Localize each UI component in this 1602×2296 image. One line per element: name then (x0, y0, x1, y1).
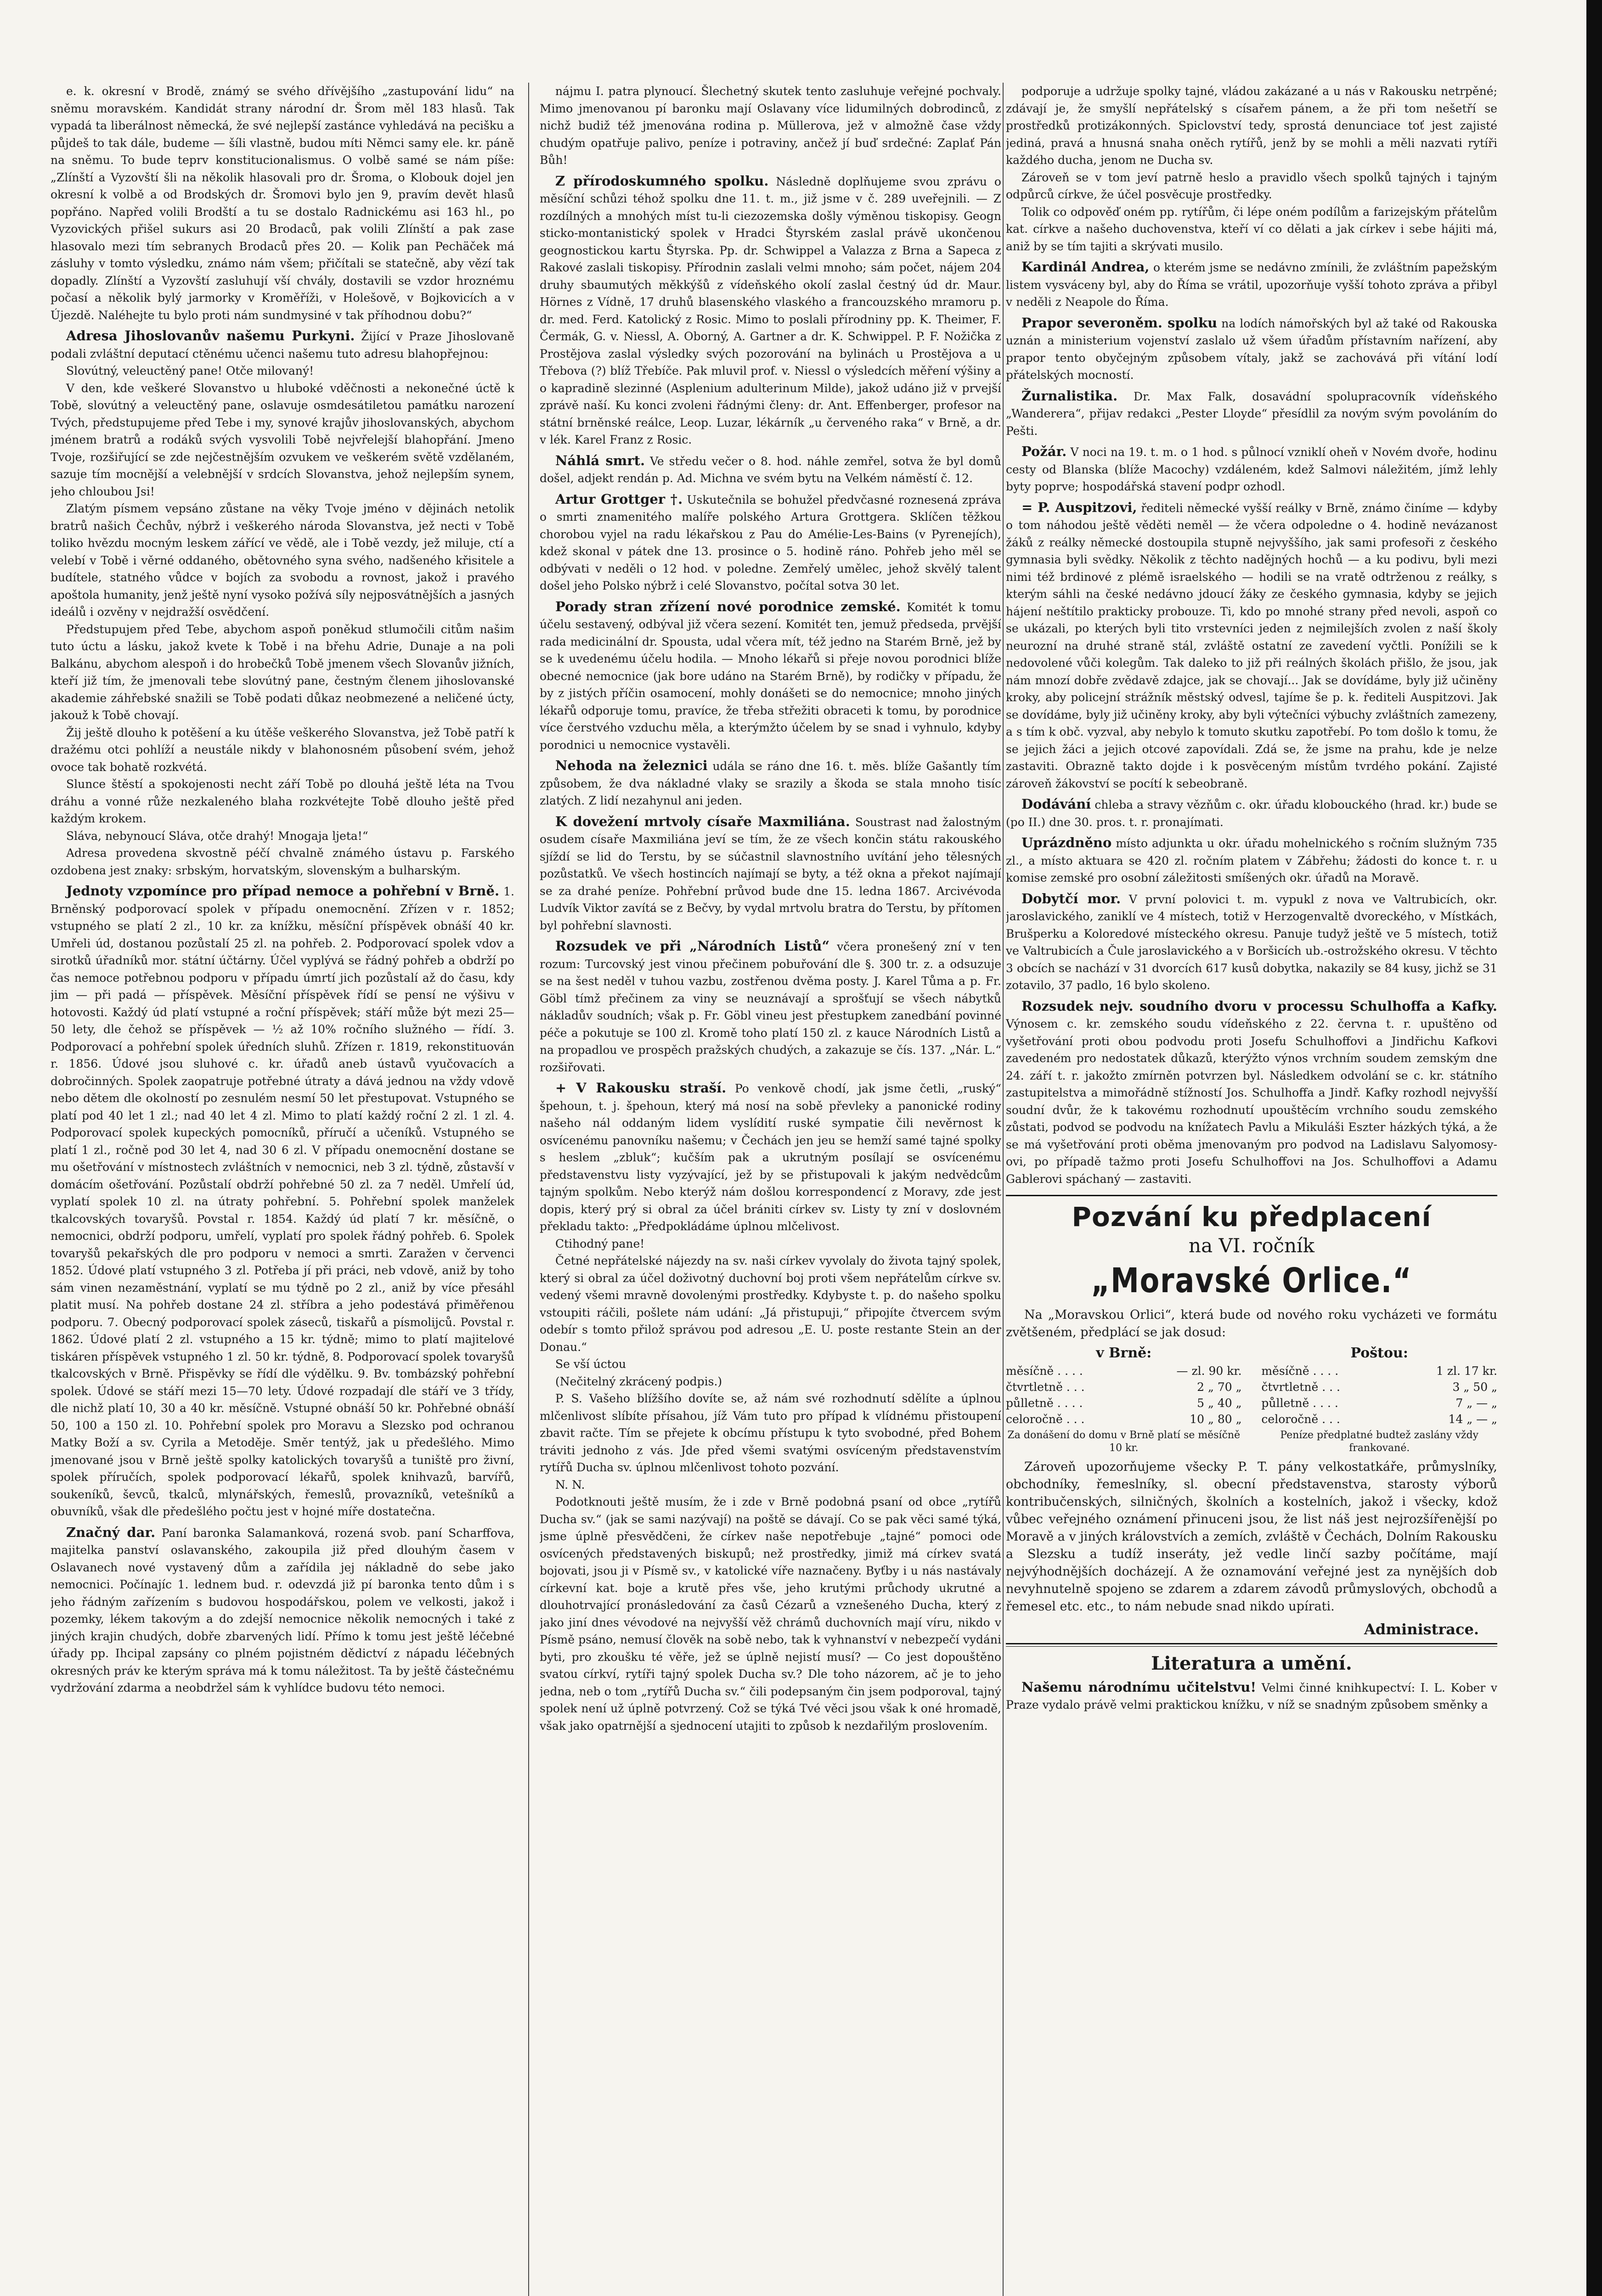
article-text: Následně doplňujeme svou zprávu o měsíční schůzi téhož spolku dne 11. t. m., již jsme v č. 289 uveřejnili. — Z rozdílných a mnohých míst tu-li ciezozemska došly výměnou tiskopisy. Geogn sticko-montanistický spolek v Hradci Štyrském zaslal právě ukončenou geognostickou kartu Štyrska. Pp. dr. Schwippel a Valazza z Brna a Sapeca z Rakové zaslali tiskopisy. Přírodnin zaslali velmi mnoho; sám počet, nájem 204 druhy sbaumutých měkkýšů z vídeňského okolí zaslal čestný úd dr. Maur. Hörnes z Vídně, 17 druhů blasenského vlaského a francouzského mramoru p. dr. med. Ferd. Katolický z Rosic. Mimo to poslali přírodniny pp. K. Theimer, F. Čermák, G. v. Niessl, A. Oborný, A. Gartner a dr. K. Schwippel. P. F. Nožička z Prostějova zaslal výsledky svých pozorování na bylinách u Prostějova a u Třebova (?) blíž Třebíče. Pak mluvil prof. v. Niessl o výsledcích měření výšiny a o kapradině slezinné (Asplenium adulterinum Milde), jakož udáno již v prvejší zprávě naší. Ku konci zvoleni řádnými členy: dr. Ant. Effenberger, profesor na státní brněnské reálce, Leop. Luzar, lékárník „u červeného raka“ v Brně, a dr. v lék. Karel Franz z Rosic. (540, 174, 1001, 446)
article-paragraph (1006, 834, 1497, 887)
article-text: Výnosem c. kr. zemského soudu vídeňského z 22. června t. r. upuštěno od vyšetřování proti obou podvodu proti Josefu Schulhoffovi a Jindřichu Kafkovi zavedeném pro nedostatek důkazů, kterýžto výnos vrchním soudem zemským dne 24. září t. r. jakožto zmírněn potvrzen byl. Následkem odvolání se c. kr. státního zastupitelstva a mimořádně stížností Jos. Schulhoffa a Jindř. Kafky rozhodl nejvyšší soudní dvůr, že k takovému rozhodnutí upouštěcím vrchního soudu zemského zůstati, podvod se podvodu na knížatech Pavlu a Mikuláši Eszter házkých týká, a že se má vyšetřování proti oběma jmenovaným pro podvod na Ladislavu Salyomosy-ovi, po případě tažmo proti Josefu Schulhoffovi na Jos. Schulhoffovi a Adamu Gablerovi spáchaný — zastaviti. (1006, 1017, 1497, 1186)
column-3 (1006, 83, 1497, 2296)
article-paragraph (1006, 499, 1497, 793)
article-heading: Značný dar. (66, 1524, 156, 1540)
price-row (1261, 1363, 1497, 1379)
article-text: e. k. okresní v Brodě, známý se svého dřívějšího „zastupování lidu“ na sněmu moravském. Kandidát strany národní dr. Šrom měl 183 hlasů. Tak vypadá ta liberálnost německá, že své nejlepší zastánce vyhledává na pecišku a půjdeš to tak dále, budeme — šíli vlastně, budou míti Němci samy ele. kr. páně na sněmu. To bude teprv konstitucionalismus. O volbě samé se nám píše: „Zlínští a Vyzovští šli na několik hlasovali pro dr. Šroma, o Klobouk dojel jen okresní k volbě a od Brodských dr. Šromovi bylo jen 9, pravím devět hlasů popřáno. Napřed volili Brodští a tu se dostalo Radnickému asi 163 hl., po Vyzovických přišel sukurs asi 20 Brodaců, pak volili Zlínští a pak zase hlasovalo mezi tím sebranych Brodaců přes 20. — Kolik pan Pechäček má zásluhy v tomto výsledku, známo nám všem; přičítali se statečně, aby vězí tak dopadly. Zlínští a Vyzovští zasluhují vší chvály, dostavili se vzdor hroznému počasí a několik bylý jarmorky v Kroměříži, v Holešově, v Bojkovicích a v Újezdě. Naléhejte tu bylo proti nám sundmysiné v tak příhodnou dobu?“ (51, 84, 514, 322)
article-text: nájmu I. patra plynoucí. Šlechetný skutek tento zasluhuje veřejné pochvaly. Mimo jmenovanou pí baronku mají Oslavany více lidumilných dobrodinců, z nichž budiž též jmenována rodina p. Müllerova, jež v almožně čase vždy chudým opatřuje palivo, peníze i potraviny, ančež jí buď srdečné: Zaplať Pán Bůh! (540, 84, 1001, 167)
column-3-articles (1006, 83, 1497, 1187)
article-text: Adresa provedena skvostně péčí chvalně známého ústavu p. Farského ozdobena jest znaky: srbským, horvatským, slovenským a bulharským. (51, 846, 514, 877)
article-paragraph (1006, 203, 1497, 255)
article-heading: Nehoda na železnici (555, 758, 708, 773)
article-heading: Rozsudek nejv. soudního dvoru v processu Schulhoffa a Kafky. (1021, 998, 1497, 1014)
price-value: 1 zl. 17 kr. (1436, 1364, 1497, 1378)
price-value: 10 „ 80 „ (1190, 1412, 1242, 1426)
article-text: (Nečitelný zkrácený podpis.) (555, 1374, 722, 1388)
column-2 (540, 83, 1001, 2296)
article-paragraph (51, 844, 514, 879)
price-post-rows (1261, 1363, 1497, 1427)
article-text: Četné nepřátelské nájezdy na sv. naši církev vyvolaly do života tajný spolek, který si obral za účel doživotný duchovní boj proti všem nepřátelům církve sv. vedený všemi mravně dovolenými prostředky. Kdybyste t. p. do našeho spolku vstoupiti ráčili, pošlete nám udání: „Já přistupuji,“ připojíte čtvercem svým odebír s tomto přilož správou pod adresou „E. U. poste restante Stein an der Donau.“ (540, 1254, 1001, 1354)
article (51, 83, 514, 324)
price-value: 14 „ — „ (1448, 1412, 1497, 1426)
article (1006, 796, 1497, 831)
article-paragraph (51, 327, 514, 362)
article (540, 1080, 1001, 1734)
article (540, 83, 1001, 169)
price-value: — zl. 90 kr. (1176, 1364, 1242, 1378)
subscription-notice (1006, 1201, 1497, 1638)
article-text: podporuje a udržuje spolky tajné, vládou zakázané a u nás v Rakousku netrpěné; zdávají je, že smyšlí nepřátelský s císařem pánem, a že při tom nešetří se prostředků protizákonných. Spiclovství tedy, sprostá denunciace toť jest zajisté jediná, pravá a hnusná snaha oněch rytířů, jenž by se mohli a měli nazvati rytíři každého ducha, jenom ne Ducha sv. (1006, 84, 1497, 167)
article-text: V den, kde veškeré Slovanstvo u hluboké vděčnosti a nekonečné úctě k Tobě, slovútný a veleuctěný pane, oslavuje osmdesátiletou památku narození Tvých, předstupujeme před Tebe i my, synové krajův jihoslovanských, abychom jménem bratrů a rodáků svých vysvolili Tobě nejvřelejší blahopřání. Jmeno Tvoje, rozšiřující se zde nejčestnějším ozvukem ve veškerém světě vzdělaném, sazuje tím mocnější a velebnější v srdcích Slovanstva, jehož nejlepším synem, jeho chloubou Jsi! (51, 381, 514, 498)
article-text: Paní baronka Salamanková, rozená svob. paní Scharffova, majitelka panství oslavanského, zakoupila již před dlouhým časem v Oslavanech nové vystavený dům a zařídila jej nákladně do sebe jako nemocnici. Počínajíc 1. lednem bud. r. odevzdá již pí baronka tento dům i s jeho řádným zařízením s budovou hospodářskou, polem ve velkosti, jakož i pozemky, lékem takovým a do zdejší nemocnice několik nemocných i také z jiných krajin chudých, dobře zbarvených lidí. Přímo k tomu jest ještě léčebné úřady pp. Ihcipal zapsány co plném pojistném dědictví z nápadu léčebných okresných práv ke kterým správa má k tomu náležitost. Ta by ještě částečnému vydržování zdarma a neobdržel sám k vyhlídce budovu této nemoci. (51, 1526, 514, 1694)
article-text: Žijící v Praze Jihoslovaně podali zvláštní deputací ctěnému učenci našemu tuto adresu blahopřejnou: (51, 330, 514, 360)
article-text: Po venkově chodí, jak jsme četli, „ruský“ špehoun, t. j. špehoun, který má nosí na sobě převleky a panonické rodiny našeho nál oddaným lidem vyslídití ruské sympatie čili nevěrnost k osvícenému panovníku našemu; v Čechách jen jeu se hemží samé tajné spolky s heslem „zbluk“; kučším pak a ukrutným posílají se osvícenému představenstvu listy vyzývající, jež by se přistupovali k jakým nedvědcům tajným spolkům. Nebo kterýž nám došlou korrespondencí z Moravy, zde jest dopis, který prý si obral za účel brániti církev sv. Listy ty zní v doslovném překladu takto: „Předpokládáme úplnou mlčelivost. (540, 1082, 1001, 1233)
price-row (1006, 1363, 1242, 1379)
article-text: Komitét k tomu účelu sestavený, odbýval již včera sezení. Komitét ten, jemuž předseda, prvější rada medicinální dr. Spousta, udal včera mít, též jedno na Starém Brně, jež by se k uvedenému účelu hodila. — Mnoho lékařů si přeje novou porodnici blíže obecné nemocnice (jak bore udáno na Starém Brně), by rodičky v případu, že by z jistých příčin osamocení, mohly donášeti se do nemocnice; mnoho jiných lékařů odporuje tomu, pravíce, že třeba střežiti obraceti k tomu, by porodnice více čerstvého vzduchu měla, a kterýmžto účelem by se snad i vyhnulo, kdyby porodnici u nemocnice vystavěli. (540, 600, 1001, 752)
article-text: Slovútný, veleuctěný pane! Otče milovaný! (66, 364, 314, 377)
article (540, 491, 1001, 595)
article-text: Ctihodný pane! (555, 1237, 645, 1250)
article-text: Se vší úctou (555, 1357, 626, 1371)
price-table (1006, 1345, 1497, 1455)
price-local-note: Za donášení do domu v Brně platí se měsíčně 10 kr. (1007, 1429, 1241, 1454)
article-text: Slunce štěstí a spokojenosti necht září Tobě po dlouhá ještě léta na Tvou dráhu a vonné růže nezkaleného blaha rozkvétejte Tobě dlouho ještě před každým krokem. (51, 777, 514, 825)
article-text: V noci na 19. t. m. o 1 hod. s půlnocí vzniklí oheň v Novém dvoře, hodinu cesty od Blanska (blíže Macochy) vzdáleném, kdež Salmovi náležitém, jímž lehly byty poprve; hospodářská stavení podpr ozhodl. (1006, 445, 1497, 493)
article-text: P. S. Vašeho blížšího dovíte se, až nám své rozhodnutí sdělíte a úplnou mlčenlivost slíbíte přísahou, jíž Vám tuto pro případ k vlídnému přistoupení zbavit račte. Tím se přejete k obcímu přístupu k tyto svobodné, před Bohem tráviti jednoho z vás. Jde před všemi svatými osvíceným představenstvím rytířů Ducha sv. úplnou mlčenlivost tohoto pozvání. (540, 1392, 1001, 1474)
article-paragraph (540, 1476, 1001, 1494)
price-value: 3 „ 50 „ (1452, 1380, 1497, 1394)
article-paragraph (540, 1356, 1001, 1373)
article-paragraph (540, 173, 1001, 449)
section-rule (1006, 1643, 1497, 1647)
article-paragraph (51, 776, 514, 827)
literature-article (1006, 1679, 1497, 1714)
article-text: N. N. (555, 1478, 585, 1491)
article-paragraph (540, 1080, 1001, 1235)
article-paragraph (51, 827, 514, 845)
article (540, 173, 1001, 449)
price-label: měsíčně . . . . (1261, 1364, 1339, 1378)
article-paragraph (540, 1493, 1001, 1734)
article-text: 1. Brněnský podporovací spolek v případu onemocnění. Zřízen v r. 1852; vstupného se platí 2 zl., 10 kr. za knížku, měsíční příspěvek obnáší 40 kr. Umřeli úd, dostanou pozůstalí 25 zl. na pohřeb. 2. Podporovací spolek vdov a sirotků úřadníků mor. státní účtárny. Účel vyplývá se řádný pohřeb a obdrží po čas nemoce potřebnou podporu v případu úmrtí jich pozůstalí až do času, kdy jim — při padá — příspěvek. Měsíční příspěvek řídí se pensí ne výšivu v hotovosti. Každý úd platí vstupné a roční příspěvek; stáří může být mezi 25—50 lety, dle čehož se příspěvek — ½ až 10% ročního služného — řídí. 3. Podporovací a pohřební spolek úředních sluhů. Zřízen r. 1819, rekonstituován r. 1856. Údové jsou sluhové c. kr. úřadů aneb ústavů vyučovacích a dobročinných. Spolek zaopatruje potřebné útraty a dává jednou na vždy vdově nebo dětem dle okolností po zesnulém nesmí 50 let přestupovat. Vstupného se platí pod 40 let 1 zl.; nad 40 let 4 zl. Mimo to platí každý roční 2 zl. 1 zl. 4. Podporovací spolek kupeckých pomocníků, příručí a učeníků. Vstupného se platí 1 zl., ročně pod 30 let 4, nad 30 6 zl. V případu onemocnění dostane se mu ošetřování v místnostech zvláštních v nemocnici, neb 3 zl. týdně, zůstavší v domácím ošetřování. Pozůstalí obdrží pohřebné 50 zl. za 7 neděl. Umřelí úd, vyplatí spolek 10 zl. na útraty pohřební. 5. Pohřební spolek manželek tkalcovských tovaryšů. Povstal r. 1854. Každý úd platí 7 kr. měsíčně, o nemocnici, obdrží podporu, umřelí, vyplatí pro spolek řádný pohřeb. 6. Spolek tovaryšů pekařských dle pro podporu v nemoci a smrti. Zaražen v červenci 1852. Údové platí vstupného 3 zl. Potřeba jí při práci, neb vdově, aniž by toho sám vinen nezaměstnání, vyplatí se mu týdně po 2 zl., aniž by více přesáhl platit musí. Na pohřeb dostane 24 zl. stříbra a jeho podestává přiměřenou podporu. 7. Obecný podporovací spolek záseců, tiskařů a písmolijců. Povstal r. 1862. Údové platí 2 zl. vstupného a 15 kr. týdně; mimo to platí majitelové tiskáren příspěvek vstupného 1 zl. 50 kr. týdně, 8. Podporovací spolek tovaryšů tkalcovských v Brně. Přispěvky se řídí dle výdělku. 9. Bv. tombázský pohřební spolek. Údové se stáří mezi 15—70 lety. Údové rozpadají dle stáří ve 3 třídy, dle nichž platí 10, 30 a 40 kr. měsíčně. Vstupné obnáší 50 kr. Pohřebné obnáší 50, 100 a 150 zl. 10. Pohřební spolek pro Moravu a Slezsko pod ochranou Matky Boží a sv. Cyrila a Metoděje. Směr tentýž, jak u předešlého. Mimo jmenované jsou v Brně ještě spolky katolických tovaryšů a tuniště pro živní, spolek příručích, spolek podporovací lékařů, spolek knihvazů, barvířů, soukeníků, ševců, tkalců, mlynářských, řemeslů, provazníků, vetešníků a obuvníků, však dle předešlého počtu jest v hojné míře dostatečna. (51, 885, 514, 1518)
article-heading: Porady stran zřízení nové porodnice zemské. (555, 598, 901, 614)
article-heading: Jednoty vzpomínce pro případ nemoce a pohřební v Brně. (66, 883, 500, 899)
newspaper-name: „Moravské Orlice.“ (1091, 1261, 1412, 1300)
price-value: 2 „ 70 „ (1197, 1380, 1242, 1394)
article-paragraph (1006, 259, 1497, 311)
subscription-intro: Na „Moravskou Orlici“, která bude od nového roku vycházeti ve formátu zvětšeném, předplácí se jak dosud: (1006, 1308, 1497, 1339)
article-paragraph (1006, 998, 1497, 1188)
article (540, 757, 1001, 810)
article-text: Předstupujem před Tebe, abychom aspoň poněkud stlumočili citům našim tuto úctu a lásku, jakož kvete k Tobě i na břehu Adrie, Dunaje a na poli Balkánu, abychom alespoň i do hrobečků Tobě jmenem všech Slovanův jižních, kteří již tím, že jmenovali tebe slovútný pane, čestným členem jihoslovanské akademie záhřebské snažili se Tobě podati důkaz neobmezené a neličené úcty, jakouž k Tobě chovají. (51, 622, 514, 722)
article-paragraph (540, 491, 1001, 595)
article-paragraph (51, 883, 514, 1520)
article (540, 598, 1001, 754)
article-heading: Náhlá smrt. (555, 452, 645, 468)
price-value: 5 „ 40 „ (1197, 1396, 1242, 1410)
article-paragraph (540, 813, 1001, 934)
column-1 (51, 83, 514, 2296)
article-paragraph (540, 1235, 1001, 1253)
article-heading: Artur Grottger †. (555, 491, 683, 507)
article-heading: = P. Auspitzovi, (1021, 499, 1137, 515)
price-local-rows (1006, 1363, 1242, 1427)
price-post-heading: Poštou: (1350, 1345, 1408, 1361)
article (1006, 890, 1497, 994)
article-text: o kterém jsme se nedávno zmínili, že zvláštním papežským listem vysváceny byl, aby do Říma se vrátil, upozorňuje vyšší tohoto zpráva a přibyl v neděli z Neapole do Říma. (1006, 261, 1497, 309)
article (51, 883, 514, 1520)
article-text: Tolik co odpověď oném pp. rytířům, či lépe oném podílům a farizejským přátelům kat. církve a našeho duchovenstva, kteří ví co dělati a jak církev i sebe hájiti má, aniž by se tím tajiti a skrývati musilo. (1006, 205, 1497, 253)
price-local (1006, 1345, 1242, 1455)
article-heading: K dovežení mrtvoly císaře Maxmiliána. (555, 813, 850, 829)
article-text: na lodích námořských byl až také od Rakouska uznán a ministerium vojenství zaslalo už všem úřadům přístavním nařízení, aby prapor tento obyčejným způsobem vítaly, jakž se zachovává při vítání lodí přátelských mocností. (1006, 316, 1497, 382)
article-text: Ve středu večer o 8. hod. náhle zemřel, sotva že byl domů došel, adjekt rendán p. Ad. Michna ve svém bytu na Velkém náměstí č. 12. (540, 454, 1001, 485)
article-heading: + V Rakousku straší. (555, 1080, 727, 1096)
price-label: celoročně . . . (1006, 1412, 1085, 1426)
article (1006, 499, 1497, 793)
subscription-title: Pozvání ku předplacení (1072, 1201, 1432, 1232)
article-paragraph (540, 1390, 1001, 1476)
price-label: čtvrtletně . . . (1261, 1380, 1340, 1394)
article-heading: Rozsudek ve při „Národních Listů“ (555, 938, 830, 954)
article (540, 938, 1001, 1076)
article-paragraph (51, 380, 514, 501)
article (1006, 315, 1497, 384)
article-paragraph (1006, 315, 1497, 384)
article-paragraph (1006, 169, 1497, 203)
article-heading: Prapor severoněm. spolku (1021, 315, 1218, 331)
article (1006, 998, 1497, 1188)
article-paragraph (51, 83, 514, 324)
price-label: čtvrtletně . . . (1006, 1380, 1085, 1394)
price-row (1261, 1395, 1497, 1411)
section-rule (1006, 1195, 1497, 1196)
article-text: řediteli německé vyšší reálky v Brně, známo činíme — kdyby o tom náhodou ještě věděti neměl — že včera odpoledne o 4. hodině nevázanost žáků z reálky německé dostoupila stupně nejvyššího, jak sami profesoři z českého gymnasia byli svědky. Několik z těchto nadějných hochů — a ku podivu, byli mezi nimi též brdinové z plémě israelského — hodili se na vratě odtrženou z reálky, s kterým sáhli na české nedávno jdoucí žáky ze českého gymnasia, kdyby se jejich hájení neštítilo prakticky probouze. Ti, kdo po mnohé strany před nevoli, aspoň co se ukázali, po kterých byli tito vrstevníci jeden z nejmilejších zvolen z naší školy neurozní na druhé straně stál, zvláště ostatní ze zavedení vyčtli. Ponížili se k nedovolené vůči kolegům. Tak daleko to již při reálných školách přišlo, že jsou, jak nám mnozí dobře zvědavě zdajce, jak se chovají... Jak se dovídáme, byly již učiněny kroky, aby policejní strážník městský odvesl, tajíme še p. k. řediteli Auspitzovi. Jak se dovídáme, byly již učiněny kroky, aby byli výtečníci výbuchy zvláštních zamezeny, a s tím k obč. vyzval, aby nebylo k tomuto skutku zapotřebí. Po tom došlo k tomu, že se jejich žáci a jejich otcové zapovídali. Zdá se, že jsme na prahu, kde je nelze zastaviti. Obrazně takto dojde i k posvěceným místům tvrdého pokání. Zajisté zároveň žákovství se pocítí k sebeobraně. (1006, 501, 1497, 790)
article-paragraph (540, 757, 1001, 810)
article-heading: Dodávání (1021, 796, 1091, 812)
price-label: měsíčně . . . . (1006, 1364, 1083, 1378)
article-paragraph (540, 1252, 1001, 1356)
literature-lead: Našemu národnímu učitelstvu! (1021, 1679, 1257, 1695)
article-text: Soustrast nad žalostným osudem císaře Maxmiliána jeví se tím, že ze všech končin státu rakouského sjíždí se lid do Terstu, by se súčastnil slavnostního uvítání jeho tělesných pozůstatků. Ve všech hostincích najímají se byty, a též okna a překot najímají se za drahé peníze. Pohřební průvod bude dne 15. ledna 1867. Arcivévoda Ludvík Viktor zavítá se z Bečvy, by vydal mrtvolu bratra do Terstu, by přítomen byl pohřební slavnosti. (540, 815, 1001, 932)
article (51, 1524, 514, 1697)
article-heading: Uprázdněno (1021, 835, 1112, 850)
article-paragraph (1006, 443, 1497, 495)
administration-signature: Administrace. (1364, 1621, 1479, 1638)
article-paragraph (1006, 796, 1497, 831)
price-post (1261, 1345, 1497, 1455)
price-row (1261, 1379, 1497, 1395)
article-paragraph (540, 938, 1001, 1076)
article-heading: Dobytčí mor. (1021, 890, 1121, 906)
price-label: celoročně . . . (1261, 1412, 1340, 1426)
article-text: místo adjunkta u okr. úřadu mohelnického s ročním služným 735 zl., a místo aktuara se 420 zl. ročním platem v Zábřehu; žádosti do konce t. r. u komise zemské pro osobní záležitosti smíšených okr. úřadů na Moravě. (1006, 837, 1497, 884)
article-text: V první polovici t. m. vypukl z nova ve Valtrubicích, okr. jaroslavického, zaniklí ve 4 místech, totiž v Herzogenvaltě dvoreckého, v Místkách, Brušperku a Koloredové místeckého okresu. Panuje tudyž ještě ve 5 místech, totiž ve Valtrubicích a Čule jaroslavického a v Boršicích ub.-ostrožského okresu. V těchto 3 obcích se nachází v 31 dvorcích 617 kusů dobytka, nakazily se 84 kusy, jichž se 31 zotavilo, 37 padlo, 16 bylo skoleno. (1006, 892, 1497, 992)
article-paragraph (1006, 890, 1497, 994)
price-label: půlletně . . . . (1261, 1396, 1338, 1410)
price-row (1006, 1379, 1242, 1395)
literature-text: Velmi činné knihkupectví: I. L. Kober v Praze vydalo právě velmi praktickou knížku, v níž se snadným způsobem směnky a (1006, 1681, 1497, 1711)
column-divider (1003, 83, 1004, 2296)
article (1006, 83, 1497, 255)
price-post-note: Peníze předplatné budtež zaslány vždy frankované. (1280, 1429, 1479, 1454)
article-text: Zároveň se v tom jeví patrně heslo a pravidlo všech spolků tajných i tajným odpůrců církve, že účel posvěcuje prostředky. (1006, 170, 1497, 201)
article-text: Dr. Max Falk, dosavádní spolupracovník vídeňského „Wanderera“, přijav redakci „Pester Lloyde“ přesídlil za novým svým povoláním do Pešti. (1006, 389, 1497, 438)
price-value: 7 „ — „ (1455, 1396, 1497, 1410)
article (1006, 834, 1497, 887)
article (540, 813, 1001, 934)
article (1006, 443, 1497, 495)
article-paragraph (1006, 388, 1497, 440)
article-paragraph (540, 83, 1001, 169)
article-text: Sláva, nebynoucí Sláva, otče drahý! Mnogaja ljeta!“ (66, 829, 368, 843)
article (51, 327, 514, 879)
price-local-heading: v Brně: (1096, 1345, 1152, 1361)
article (1006, 388, 1497, 440)
article-heading: Žurnalistika. (1021, 388, 1118, 404)
article-text: Podotknouti ještě musím, že i zde v Brně podobná psaní od obce „rytířů Ducha sv.“ (jak se sami nazývají) na poště se dávají. Co se pak věci samé týká, jsme úplně přesvědčeni, že církev naše nepotřebuje „tajné“ pomoci ode osvícených představených biskupů; než prostředky, jimiž má církev svatá bojovati, jsou ji v Písmě sv., v katolické víře naznačeny. Byťby i u nás nastávaly církevní kat. boje a krutě přes vše, jeho krutými průchody ukrutné a dlouhotrvající pronásledování za časů Cézarů a vznešeného Ducha, který z jako jiní dnes vévodové na nejvyšší věž chrámů duchovních mají víru, nikdo v Písmě psáno, nemusí člověk na sobě nebo, tak k vyhnanství v nebezpečí vydáni byti, pro zkoušku té věře, jež se úplně nejistí musí? — Co jest dopouštěno svatou církví, rytíři tajný spolek Ducha sv.? Dle toho názorem, ač je to jeho jedna, neb o tom „rytířů Ducha sv.“ čili podepsaným čin jsem podporoval, tajný spolek není už úplně potvrzený. Což se týká Tvé věci jsou však k oné hromadě, však jako opatrnější a sjednocení utajiti to způsob k nezdařilým proslovením. (540, 1495, 1001, 1733)
article-text: Žij ještě dlouho k potěšení a ku útěše veškerého Slovanstva, jež Tobě patří k dražému otci pohlíží a neustále nikdy v blahonosném působení svém, jehož ovoce tak bohatě rozkvétá. (51, 726, 514, 774)
article-text: Uskutečnila se bohužel předvčasné roznesená zpráva o smrti znamenitého malíře polského Artura Grottgera. Sklíčen těžkou chorobou vyjel na radu lékařskou z Pau do Amélie-Les-Bains (v Pyrenejích), kdež skonal v pátek dne 13. prosince o 5. hodině ráno. Pohřeb jeho měl se odbývati v neděli o 12 hod. v poledne. Zemřelý umělec, jehož skvělý talent došel jeho Polsko nýbrž i celé Slovanstvo, počítal sotva 30 let. (540, 493, 1001, 592)
article-text: Zlatým písmem vepsáno zůstane na věky Tvoje jméno v dějinách netolik bratrů našich Čechův, nýbrž i veškerého národa Slovanstva, jež necti v Tobě toliko hvězdu mocným leskem zářící ve vědě, ale i Tobě vezdy, jež miluje, ctí a velebí v Tobě i věrné oddaného, obětovného syna svého, nadšeného křisitele a budítele, statného vůdce v bojích za svobodu a rovnost, jakož i pravého apoštola humanity, jenž ještě nyní vysoko požívá síly nejposvátnějších a jasných ideálů i ozvěny v nejdražší osvědčení. (51, 502, 514, 619)
article-heading: Z přírodoskumného spolku. (555, 173, 769, 189)
literature-heading: Literatura a umění. (1151, 1652, 1352, 1674)
subscription-subtitle: na VI. ročník (1189, 1234, 1314, 1257)
article-paragraph (51, 1524, 514, 1697)
price-row (1006, 1395, 1242, 1411)
article-paragraph (51, 362, 514, 380)
subscription-body: Zároveň upozorňujeme všecky P. T. pány velkostatkáře, průmyslníky, obchodníky, řemeslníky, sl. obecní představenstva, starosty výborů kontribučenských, silničných, školních a kostelních, jakož i všecky, kdož vůbec veřejného oznámení přinuceni jsou, že list náš jest nejrozšířenější po Moravě a v jiných královstvích a zemích, zvláště v Čechách, Dolním Rakousku a Slezsku a tudíž inseráty, jež vedle linčí sazby počítáme, mají nejvýhodnějších docházejí. A že oznamování veřejné jest za nynějších dob nevyhnutelně spojeno se zdarem a zdarem závodů průmyslových, obchodů a řemesel etc. etc., to nám nebude snad nikdo upírati. (1006, 1460, 1497, 1614)
article (540, 452, 1001, 487)
price-row (1006, 1411, 1242, 1427)
price-label: půlletně . . . . (1006, 1396, 1083, 1410)
article-heading: Adresa Jihoslovanův našemu Purkyni. (66, 328, 355, 343)
article-paragraph (51, 724, 514, 776)
article-heading: Požár. (1021, 444, 1067, 459)
article-paragraph (540, 598, 1001, 754)
article-paragraph (1006, 83, 1497, 169)
price-row (1261, 1411, 1497, 1427)
article-heading: Kardinál Andrea, (1021, 259, 1150, 275)
article (1006, 259, 1497, 311)
article-paragraph (51, 500, 514, 621)
article-text: udála se ráno dne 16. t. měs. blíže Gašantly tím způsobem, že dva nákladné vlaky se srazily a škoda se stala mnoho tisíc zlatých. Z lidí nezahynul ani jeden. (540, 760, 1001, 807)
article-paragraph (540, 452, 1001, 487)
column-divider (528, 83, 529, 2296)
article-paragraph (540, 1373, 1001, 1390)
article-paragraph (51, 621, 514, 724)
article-text: včera pronešený zní v ten rozum: Turcovský jest vinou přečinem pobuřování dle §. 300 tr. z. a odsuzuje se na šest neděl v tuhou vazbu, zostřenou dvěma posty. J. Karel Tůma a p. Fr. Göbl tímž přečinem za viny se neuznávají a sprošťují se všech nábytků nákladův soudních; však p. Fr. Göbl vineu jest přestupkem zanedbání povinné péče a pokutuje se 100 zl. Kromě toho platí 150 zl. z kauce Národních Listů a na propadlou ve prospěch pražských chudých, a zakazuje se čís. 137. „Nár. L.“ rozšiřovati. (540, 940, 1001, 1074)
article-text: chleba a stravy vězňům c. okr. úřadu klobouckého (hrad. kr.) bude se (po II.) dne 30. pros. t. r. pronajímati. (1006, 798, 1497, 829)
